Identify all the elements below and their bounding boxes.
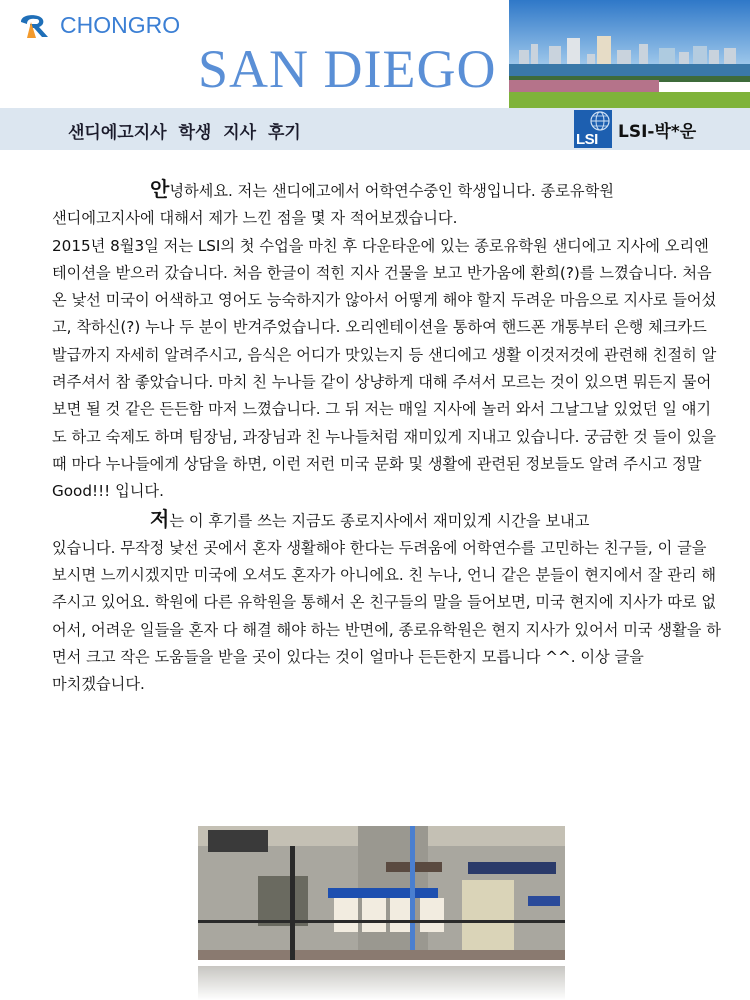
dropcap: 안 (150, 177, 170, 201)
paragraph-text: 는 이 후기를 쓰는 지금도 종로지사에서 재미있게 시간을 보내고 (169, 511, 590, 530)
chongro-logo (18, 12, 180, 39)
closing-text: 마치겠습니다. (52, 675, 145, 694)
chongro-logo-icon (18, 13, 56, 39)
article-body (52, 176, 722, 699)
lsi-logo-text: LSI (576, 131, 598, 148)
page-title: 샌디에고지사 학생 지사 후기 (68, 123, 301, 143)
lsi-logo-icon (574, 110, 612, 148)
paragraph-intro (52, 176, 722, 205)
page-header (0, 0, 750, 108)
branch-storefront-photo (198, 826, 565, 960)
city-title: SAN DIEGO (198, 39, 497, 99)
paragraph-recommendation (52, 506, 722, 535)
paragraph-text: 있습니다. 무작정 낯선 곳에서 혼자 생활해야 한다는 두려움에 어학연수를 고민하는 친구들, 이 글을 보시면 느끼시겠지만 미국에 오셔도 혼자가 아니에요. 친 누나, 언니 같은 분들이 현지에서 잘 관리 해주시고 있어요. 학원에 다른 유학원을 통해서 온 친구들의 말을 들어보면, 미국 현지에 지사가 따로 없어서, 어려운 일들을 혼자 다 해결 해야 하는 반면에, 종로유학원은 현지 지사가 있어서 미국 생활을 하면서 크고 작은 도움들을 받을 곳이 있다는 것이 얼마나 든든한지 모릅니다 ^^. 이상 글을 (52, 538, 721, 667)
paragraph-orientation: 2015년 8월3일 저는 LSI의 첫 수업을 마친 후 다운타운에 있는 종로유학원 샌디에고 지사에 오리엔테이션을 받으러 갔습니다. 처음 한글이 적힌 지사 건물을 보고 반가움에 환희(?)를 느꼈습니다. 처음 온 낯선 미국이 어색하고 영어도 능숙하지가 않아서 어떻게 해야 할지 두려운 마음으로 지사로 들어섰고, 착하신(?) 누나 두 분이 반겨주었습니다. 오리엔테이션을 통하여 핸드폰 개통부터 은행 체크카드 발급까지 자세히 알려주시고, 음식은 어디가 맛있는지 등 샌디에고 생활 이것저것에 관련해 친절히 알려주셔서 참 좋았습니다. 마치 친 누나들 같이 상냥하게 대해 주셔서 모르는 것이 있으면 뭐든지 물어보면 될 것 같은 든든함 마저 느꼈습니다. 그 뒤 저는 매일 지사에 놀러 와서 그날그날 있었던 일 얘기도 하고 숙제도 하며 팀장님, 과장님과 친 누나들처럼 재미있게 지내고 있습니다. 궁금한 것 들이 있을 때 마다 누나들에게 상담을 하면, 이런 저런 미국 문화 및 생활에 관련된 정보들도 알려 주시고 정말 Good!!! 입니다. (52, 236, 717, 501)
author-block (574, 110, 696, 148)
hero-skyline-image (509, 0, 750, 108)
paragraph-text: 녕하세요. 저는 샌디에고에서 어학연수중인 학생입니다. 종로유학원 (169, 182, 614, 200)
dropcap: 저 (150, 506, 170, 531)
photo-reflection (198, 966, 565, 1000)
paragraph-text: 샌디에고지사에 대해서 제가 느낀 점을 몇 자 적어보겠습니다. (52, 209, 458, 228)
author-name: LSI-박*운 (618, 121, 697, 142)
brand-name: CHONGRO (60, 12, 181, 38)
